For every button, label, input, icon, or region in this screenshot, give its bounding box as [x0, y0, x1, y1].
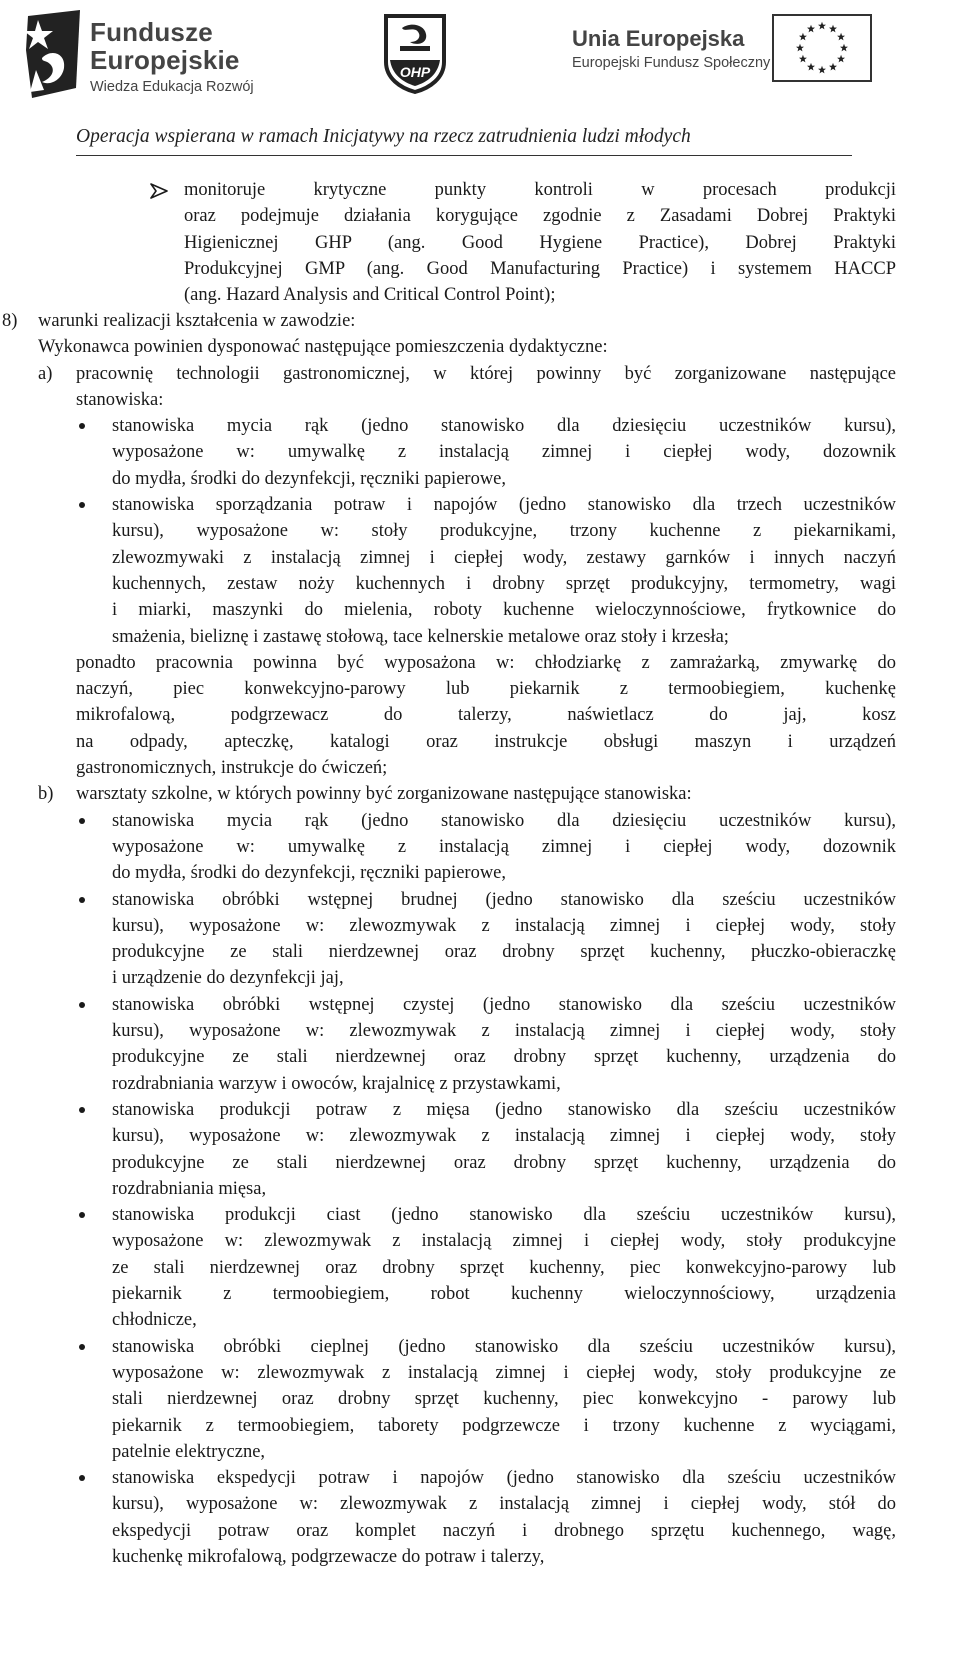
item-a-text: [76, 361, 896, 414]
fundusze-europejskie-logo: [22, 10, 277, 98]
item-a-bullet-text-line: i miarki, maszynki do mielenia, roboty kuchenne wieloczynnościowe, frytkownice do: [112, 600, 896, 621]
arrow-item-text-line: Higienicznej GHP (ang. Good Hygiene Practice), Dobrej Praktyki: [184, 232, 896, 253]
item-b-bullet-text-line: stanowiska produkcji ciast (jedno stanowisko dla sześciu uczestników kursu),: [112, 1205, 896, 1226]
header-divider: [76, 155, 852, 156]
item-a-bullet-text-line: zlewozmywaki z instalacją zimnej i ciepłej wody, zestawy garnków i innych naczyń: [112, 547, 896, 568]
item-a-tail-text-line: mikrofalową, podgrzewacz do talerzy, naświetlacz do jaj, kosz: [76, 705, 896, 726]
item-b-bullet-text-line: wyposażone w: umywalkę z instalacją zimnej i ciepłej wody, dozownik: [112, 836, 896, 857]
item-b-bullet-text-line: produkcyjne ze stali nierdzewnej oraz drobny sprzęt kuchenny, urządzenia do: [112, 1047, 896, 1068]
ue-logo-line1: Unia Europejska: [572, 26, 745, 51]
item-a-bullet-text-line: kursu), wyposażone w: stoły produkcyjne, trzony kuchenne z piekarnikami,: [112, 521, 896, 542]
item-b-bullet-text: [112, 1202, 896, 1333]
item-a-bullet-text: [112, 492, 896, 650]
fe-star-icon: [22, 10, 84, 98]
arrow-item-text-line: Produkcyjnej GMP (ang. Good Manufacturing Practice) i systemem HACCP: [184, 258, 896, 279]
eu-flag-icon: [772, 14, 872, 82]
header-logos: [0, 0, 960, 120]
item-b-text: [76, 781, 896, 807]
item-a-bullet-text-line: do mydła, środki do dezynfekcji, ręczniki papierowe,: [112, 468, 507, 489]
running-header-title: Operacja wspierana w ramach Inicjatywy na rzecz zatrudnienia ludzi młodych: [76, 126, 691, 147]
item-b-bullet-text: [112, 1465, 896, 1570]
bullet-icon: [79, 423, 85, 429]
ue-logo-line2: Europejski Fundusz Społeczny: [572, 55, 771, 71]
item-b-bullet-text: [112, 992, 896, 1097]
section-8-intro: [38, 334, 778, 360]
item-b-bullet-text-line: stali nierdzewnej oraz drobny sprzęt kuchenny, piec konwekcyjno - parowy lub: [112, 1389, 896, 1410]
item-a-bullet-text-line: smażenia, bieliznę i zastawę stołową, tace kelnerskie metalowe oraz stoły i krzesła;: [112, 626, 729, 647]
item-a-bullet-text-line: stanowiska mycia rąk (jedno stanowisko dla dziesięciu uczestników kursu),: [112, 416, 896, 437]
item-b-bullet-text-line: stanowiska obróbki wstępnej czystej (jedno stanowisko dla sześciu uczestników: [112, 994, 896, 1015]
item-b-bullet-text-line: piekarnik z termoobiegiem, taborety podgrzewcze i trzony kuchenne z wyciągami,: [112, 1415, 896, 1436]
item-b-bullet-text-line: stanowiska mycia rąk (jedno stanowisko dla dziesięciu uczestników kursu),: [112, 810, 896, 831]
fe-logo-line1: Fundusze: [90, 17, 213, 47]
arrow-item-text-line: monitoruje krytyczne punkty kontroli w procesach produkcji: [184, 180, 896, 200]
section-8-intro-line: Wykonawca powinien dysponować następujące pomieszczenia dydaktyczne:: [38, 337, 608, 358]
item-b-bullet-text-line: ze stali nierdzewnej oraz drobny sprzęt kuchenny, piec konwekcyjno-parowy lub: [112, 1257, 896, 1278]
item-b-bullet-text-line: patelnie elektryczne,: [112, 1441, 266, 1462]
item-b-bullet-text-line: wyposażone w: zlewozmywak z instalacją zimnej i ciepłej wody, stoły produkcyjne ze: [112, 1362, 896, 1383]
section-8-number: 8): [2, 311, 18, 331]
item-b-bullet-text-line: chłodnicze,: [112, 1310, 197, 1331]
arrow-item-text-line: oraz podejmuje działania korygujące zgodnie z Zasadami Dobrej Praktyki: [184, 206, 896, 227]
item-b-bullet-text: [112, 808, 896, 887]
item-a-text-line: pracownię technologii gastronomicznej, w której powinny być zorganizowane następujące: [76, 363, 896, 384]
item-b-bullet-text-line: produkcyjne ze stali nierdzewnej oraz drobny sprzęt kuchenny, płuczko-obieraczkę: [112, 942, 896, 963]
item-b-bullet-text-line: kursu), wyposażone w: zlewozmywak z instalacją zimnej i ciepłej wody, stoły: [112, 915, 896, 936]
item-a-marker: a): [38, 363, 53, 384]
bullet-icon: [79, 1475, 85, 1481]
item-a-bullet-text: [112, 413, 896, 492]
item-a-bullet-text-line: wyposażone w: umywalkę z instalacją zimnej i ciepłej wody, dozownik: [112, 442, 896, 463]
item-b-bullet-text: [112, 887, 896, 992]
bullet-icon: [79, 1002, 85, 1008]
arrow-bullet-icon: [150, 183, 168, 199]
item-b-bullet-text-line: kuchenkę mikrofalową, podgrzewacze do potraw i talerzy,: [112, 1547, 545, 1568]
item-b-bullet-text-line: do mydła, środki do dezynfekcji, ręczniki papierowe,: [112, 863, 507, 884]
fe-logo-line3: Wiedza Edukacja Rozwój: [90, 79, 254, 95]
item-b-text-line: warsztaty szkolne, w których powinny być zorganizowane następujące stanowiska:: [76, 784, 692, 805]
ohp-shield-icon: [380, 12, 450, 94]
item-b-bullet-text-line: kursu), wyposażone w: zlewozmywak z instalacją zimnej i ciepłej wody, stół do: [112, 1494, 896, 1515]
section-8-title: [38, 308, 738, 334]
item-b-bullet-text-line: wyposażone w: zlewozmywak z instalacją zimnej i ciepłej wody, stoły produkcyjne: [112, 1231, 896, 1252]
bullet-icon: [79, 818, 85, 824]
item-b-bullet-text-line: stanowiska produkcji potraw z mięsa (jedno stanowisko dla sześciu uczestników: [112, 1100, 896, 1120]
item-b-bullet-text-line: i urządzenie do dezynfekcji jaj,: [112, 968, 344, 989]
fe-logo-line2: Europejskie: [90, 45, 240, 75]
item-b-bullet-text-line: kursu), wyposażone w: zlewozmywak z instalacją zimnej i ciepłej wody, stoły: [112, 1021, 896, 1042]
item-a-tail-text: [76, 650, 896, 781]
item-b-marker: b): [38, 784, 54, 805]
item-b-bullet-text-line: ekspedycji potraw oraz komplet naczyń i drobnego sprzętu kuchennego, wagę,: [112, 1520, 896, 1541]
item-a-text-line: stanowiska:: [76, 389, 164, 410]
item-b-bullet-text-line: produkcyjne ze stali nierdzewnej oraz drobny sprzęt kuchenny, urządzenia do: [112, 1152, 896, 1173]
item-a-tail-text-line: ponadto pracownia powinna być wyposażona w: chłodziarkę z zamrażarką, zmywarkę do: [76, 652, 896, 673]
item-b-bullet-text-line: stanowiska obróbki wstępnej brudnej (jedno stanowisko dla sześciu uczestników: [112, 889, 896, 910]
item-a-tail-text-line: na odpady, apteczkę, katalogi oraz instrukcje obsługi maszyn i urządzeń: [76, 731, 896, 752]
item-b-bullet-text: [112, 1097, 896, 1202]
item-a-tail-text-line: gastronomicznych, instrukcje do ćwiczeń;: [76, 758, 388, 779]
bullet-icon: [79, 502, 85, 508]
item-b-bullet-text-line: rozdrabniania warzyw i owoców, krajalnicę z przystawkami,: [112, 1073, 561, 1094]
bullet-icon: [79, 1344, 85, 1350]
section-8-title-line: warunki realizacji kształcenia w zawodzie:: [38, 311, 356, 331]
arrow-item-text-line: (ang. Hazard Analysis and Critical Control Point);: [184, 285, 556, 306]
item-b-bullet-text-line: rozdrabniania mięsa,: [112, 1178, 267, 1199]
bullet-icon: [79, 1107, 85, 1113]
bullet-icon: [79, 1212, 85, 1218]
unia-europejska-logo-text: [572, 26, 770, 74]
item-b-bullet-text-line: stanowiska ekspedycji potraw i napojów (jedno stanowisko dla sześciu uczestników: [112, 1468, 896, 1489]
item-a-bullet-text-line: stanowiska sporządzania potraw i napojów (jedno stanowisko dla trzech uczestników: [112, 495, 896, 516]
bullet-icon: [79, 897, 85, 903]
arrow-item-text: [184, 177, 896, 308]
item-a-tail-text-line: naczyń, piec konwekcyjno-parowy lub piekarnik z termoobiegiem, kuchenkę: [76, 679, 896, 700]
item-b-bullet-text-line: stanowiska obróbki cieplnej (jedno stanowisko dla sześciu uczestników kursu),: [112, 1336, 896, 1357]
ohp-logo: [380, 12, 450, 94]
item-a-bullet-text-line: kuchennych, zestaw noży kuchennych i drobny sprzęt produkcyjny, termometry, wagi: [112, 573, 896, 594]
item-b-bullet-text-line: piekarnik z termoobiegiem, robot kuchenny wieloczynnościowy, urządzenia: [112, 1284, 896, 1305]
item-b-bullet-text: [112, 1334, 896, 1465]
ohp-logo-text: OHP: [399, 64, 431, 80]
item-b-bullet-text-line: kursu), wyposażone w: zlewozmywak z instalacją zimnej i ciepłej wody, stoły: [112, 1126, 896, 1147]
